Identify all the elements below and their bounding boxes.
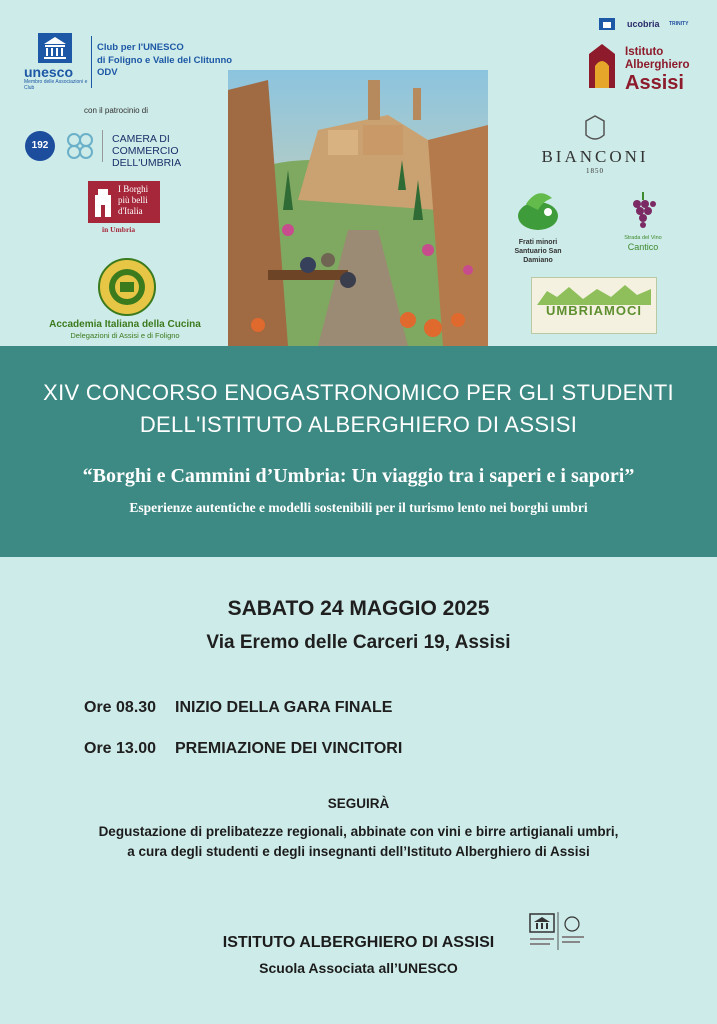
school-name: ISTITUTO ALBERGHIERO DI ASSISI bbox=[222, 934, 495, 951]
contest-theme-subtitle: Esperienze autentiche e modelli sostenibili per il turismo lento nei borghi umbri bbox=[129, 500, 588, 515]
alberghiero-crest-icon bbox=[585, 42, 619, 90]
strada-del-vino-logo bbox=[618, 190, 668, 256]
frati-dove-icon bbox=[512, 188, 564, 234]
borghi-line-3: d'Italia bbox=[118, 206, 143, 216]
frati-line-2: Santuario San Damiano bbox=[514, 248, 562, 264]
frati-minori-logo bbox=[500, 188, 576, 264]
club-line-3: ODV bbox=[97, 67, 118, 78]
umbriamoci-skyline-icon bbox=[537, 283, 651, 305]
umbriamoci-wordmark: UMBRIAMOCI bbox=[546, 303, 642, 318]
borghi-tower-icon bbox=[92, 187, 114, 217]
degustazione-line-1: Degustazione di prelibatezze regionali, abbinate con vini e birre artigianali umbri, bbox=[98, 824, 619, 839]
school-subtitle: Scuola Associata all’UNESCO bbox=[259, 960, 458, 976]
degustazione-line-2: a cura degli studenti e degli insegnanti dell’Istituto Alberghiero di Assisi bbox=[127, 844, 590, 859]
borghi-line-1: I Borghi bbox=[118, 184, 149, 194]
event-date: SABATO 24 MAGGIO 2025 bbox=[227, 597, 490, 620]
small-sponsor-strip bbox=[595, 16, 690, 36]
alberghiero-line-1: Istituto bbox=[625, 46, 664, 58]
bianconi-crest-icon bbox=[583, 115, 607, 143]
camera-commercio-logo bbox=[24, 130, 234, 169]
camera-knot-icon bbox=[64, 130, 96, 162]
unesco-club-text bbox=[97, 42, 232, 80]
accademia-line-1: Accademia Italiana della Cucina bbox=[49, 319, 201, 330]
camera-badge-text: 192 bbox=[31, 140, 49, 151]
club-line-2: di Foligno e Valle del Clitunno bbox=[97, 54, 233, 66]
borghi-line-2: più belli bbox=[118, 195, 148, 205]
strada-line-2: Cantico bbox=[627, 242, 659, 252]
uc-label: ucobria bbox=[627, 19, 660, 29]
umbriamoci-logo bbox=[531, 277, 657, 334]
unesco-small-icon bbox=[595, 18, 619, 34]
camera-divider bbox=[102, 130, 103, 162]
accademia-text bbox=[30, 319, 220, 341]
bianconi-year: 1850 bbox=[586, 167, 604, 175]
borghi-region: in Umbria bbox=[102, 225, 136, 234]
borghi-text bbox=[118, 184, 148, 217]
patrocinio-label: con il patrocinio di bbox=[84, 106, 149, 115]
frati-line-1: Frati minori bbox=[518, 239, 558, 246]
divider bbox=[91, 36, 92, 88]
trinity-label: TRINITY bbox=[669, 21, 689, 27]
village-painting-image bbox=[228, 70, 488, 346]
camera-line-1: CAMERA DI COMMERCIO bbox=[112, 133, 179, 157]
event-address: Via Eremo delle Carceri 19, Assisi bbox=[206, 632, 511, 653]
degustazione-text bbox=[0, 822, 717, 862]
contest-theme-quote: “Borghi e Cammini d’Umbria: Un viaggio tra i saperi e i sapori” bbox=[82, 465, 635, 487]
accademia-line-2: Delegazioni di Assisi e di Foligno bbox=[70, 331, 180, 340]
istituto-alberghiero-logo bbox=[585, 42, 695, 104]
program-label: PREMIAZIONE DEI VINCITORI bbox=[175, 740, 403, 757]
program-row bbox=[84, 740, 402, 758]
program-time: Ore 13.00 bbox=[84, 740, 157, 757]
borghi-logo bbox=[88, 181, 160, 233]
camera-line-2: DELL'UMBRIA bbox=[112, 157, 182, 169]
unesco-wordmark: unesco bbox=[24, 64, 74, 80]
alberghiero-line-3: Assisi bbox=[625, 72, 684, 94]
accademia-seal bbox=[98, 258, 156, 316]
umbria-village-illustration bbox=[228, 70, 488, 346]
bianconi-wordmark: BIANCONI bbox=[541, 147, 649, 166]
club-line-1: Club per l'UNESCO bbox=[97, 42, 184, 53]
program-label: INIZIO DELLA GARA FINALE bbox=[175, 699, 393, 716]
seguira-heading: SEGUIRÀ bbox=[327, 796, 390, 811]
strada-line-1: Strada del Vino bbox=[624, 235, 662, 241]
alberghiero-text bbox=[625, 46, 690, 94]
contest-title-line-2: DELL'ISTITUTO ALBERGHIERO DI ASSISI bbox=[139, 412, 578, 437]
program-row bbox=[84, 699, 392, 717]
unesco-logo bbox=[24, 33, 88, 89]
frati-text bbox=[500, 238, 576, 265]
accademia-seal-icon bbox=[98, 258, 156, 316]
program-time: Ore 08.30 bbox=[84, 699, 157, 716]
unesco-caption: Membro delle Associazioni e Club bbox=[24, 79, 88, 91]
bianconi-logo bbox=[535, 115, 655, 177]
camera-text bbox=[112, 133, 234, 169]
grapes-icon bbox=[628, 190, 658, 232]
alberghiero-line-2: Alberghiero bbox=[625, 59, 690, 71]
contest-title-line-1: XIV CONCORSO ENOGASTRONOMICO PER GLI STUDENTI bbox=[43, 380, 674, 405]
title-band bbox=[0, 346, 717, 557]
